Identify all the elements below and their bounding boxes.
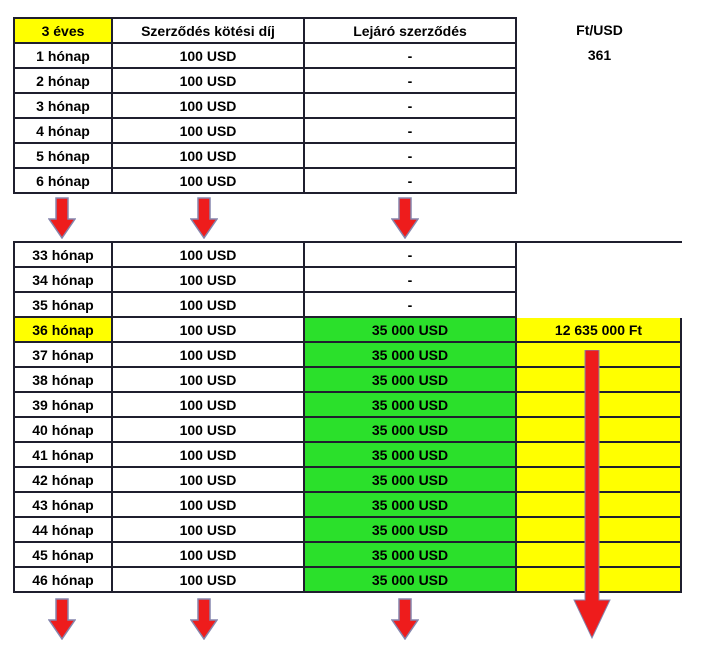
expiring-cell: - bbox=[305, 119, 517, 144]
expiring-cell: - bbox=[305, 144, 517, 169]
month-cell: 38 hónap bbox=[15, 368, 113, 393]
month-cell: 36 hónap bbox=[15, 318, 113, 343]
expiring-cell: 35 000 USD bbox=[305, 543, 517, 568]
expiring-cell: 35 000 USD bbox=[305, 393, 517, 418]
fee-cell: 100 USD bbox=[113, 393, 305, 418]
fee-cell: 100 USD bbox=[113, 268, 305, 293]
down-arrow-icon bbox=[391, 197, 419, 239]
fee-cell: 100 USD bbox=[113, 443, 305, 468]
expiring-cell: - bbox=[305, 268, 517, 293]
down-arrow-icon bbox=[391, 598, 419, 640]
expiring-cell: 35 000 USD bbox=[305, 368, 517, 393]
fee-cell: 100 USD bbox=[113, 418, 305, 443]
fee-cell: 100 USD bbox=[113, 468, 305, 493]
table-row bbox=[15, 268, 682, 293]
exchange-rate-block bbox=[517, 17, 682, 67]
month-cell: 40 hónap bbox=[15, 418, 113, 443]
expiring-cell: 35 000 USD bbox=[305, 468, 517, 493]
month-cell: 46 hónap bbox=[15, 568, 113, 593]
upper-table-header-row bbox=[15, 19, 517, 44]
month-cell: 37 hónap bbox=[15, 343, 113, 368]
expiring-cell: - bbox=[305, 169, 517, 194]
fee-cell: 100 USD bbox=[113, 518, 305, 543]
month-cell: 5 hónap bbox=[15, 144, 113, 169]
fee-cell: 100 USD bbox=[113, 94, 305, 119]
expiring-cell: - bbox=[305, 44, 517, 69]
expiring-cell: - bbox=[305, 94, 517, 119]
long-red-down-arrow-icon bbox=[572, 350, 612, 640]
expiring-cell: - bbox=[305, 293, 517, 318]
table-row bbox=[15, 318, 682, 343]
fee-cell: 100 USD bbox=[113, 243, 305, 268]
table-row bbox=[15, 44, 517, 69]
month-cell: 2 hónap bbox=[15, 69, 113, 94]
table-row bbox=[15, 119, 517, 144]
month-cell: 41 hónap bbox=[15, 443, 113, 468]
table-row bbox=[15, 69, 517, 94]
down-arrow-icon bbox=[48, 197, 76, 239]
table-row bbox=[15, 169, 517, 194]
fee-cell: 100 USD bbox=[113, 44, 305, 69]
fee-cell: 100 USD bbox=[113, 318, 305, 343]
month-cell: 1 hónap bbox=[15, 44, 113, 69]
expiring-cell: 35 000 USD bbox=[305, 343, 517, 368]
fee-cell: 100 USD bbox=[113, 543, 305, 568]
table-row bbox=[15, 144, 517, 169]
fee-cell: 100 USD bbox=[113, 493, 305, 518]
month-cell: 4 hónap bbox=[15, 119, 113, 144]
down-arrow-icon bbox=[190, 197, 218, 239]
exchange-rate-label: Ft/USD bbox=[576, 21, 623, 38]
month-cell: 42 hónap bbox=[15, 468, 113, 493]
upper-table bbox=[13, 17, 517, 194]
expiring-cell: 35 000 USD bbox=[305, 493, 517, 518]
table-row bbox=[15, 293, 682, 318]
expiring-cell: 35 000 USD bbox=[305, 318, 517, 343]
expiring-cell: - bbox=[305, 243, 517, 268]
upper-table-body bbox=[15, 44, 517, 194]
header-cell: 3 éves bbox=[15, 19, 113, 44]
month-cell: 44 hónap bbox=[15, 518, 113, 543]
fee-cell: 100 USD bbox=[113, 568, 305, 593]
month-cell: 45 hónap bbox=[15, 543, 113, 568]
month-cell: 39 hónap bbox=[15, 393, 113, 418]
fee-cell: 100 USD bbox=[113, 293, 305, 318]
header-cell: Lejáró szerződés bbox=[305, 19, 517, 44]
month-cell: 43 hónap bbox=[15, 493, 113, 518]
fee-cell: 100 USD bbox=[113, 343, 305, 368]
fee-cell: 100 USD bbox=[113, 368, 305, 393]
expiring-cell: 35 000 USD bbox=[305, 568, 517, 593]
expiring-cell: 35 000 USD bbox=[305, 518, 517, 543]
expiring-cell: - bbox=[305, 69, 517, 94]
down-arrow-icon bbox=[190, 598, 218, 640]
expiring-cell: 35 000 USD bbox=[305, 418, 517, 443]
expiring-cell: 35 000 USD bbox=[305, 443, 517, 468]
fee-cell: 100 USD bbox=[113, 119, 305, 144]
fee-cell: 100 USD bbox=[113, 169, 305, 194]
month-cell: 6 hónap bbox=[15, 169, 113, 194]
table-row bbox=[15, 94, 517, 119]
table-row bbox=[15, 243, 682, 268]
exchange-rate-value: 361 bbox=[587, 46, 612, 63]
down-arrow-icon bbox=[48, 598, 76, 640]
header-cell: Szerződés kötési díj bbox=[113, 19, 305, 44]
payout-cell: 12 635 000 Ft bbox=[517, 318, 682, 343]
month-cell: 33 hónap bbox=[15, 243, 113, 268]
fee-cell: 100 USD bbox=[113, 69, 305, 94]
month-cell: 35 hónap bbox=[15, 293, 113, 318]
fee-cell: 100 USD bbox=[113, 144, 305, 169]
month-cell: 3 hónap bbox=[15, 94, 113, 119]
month-cell: 34 hónap bbox=[15, 268, 113, 293]
